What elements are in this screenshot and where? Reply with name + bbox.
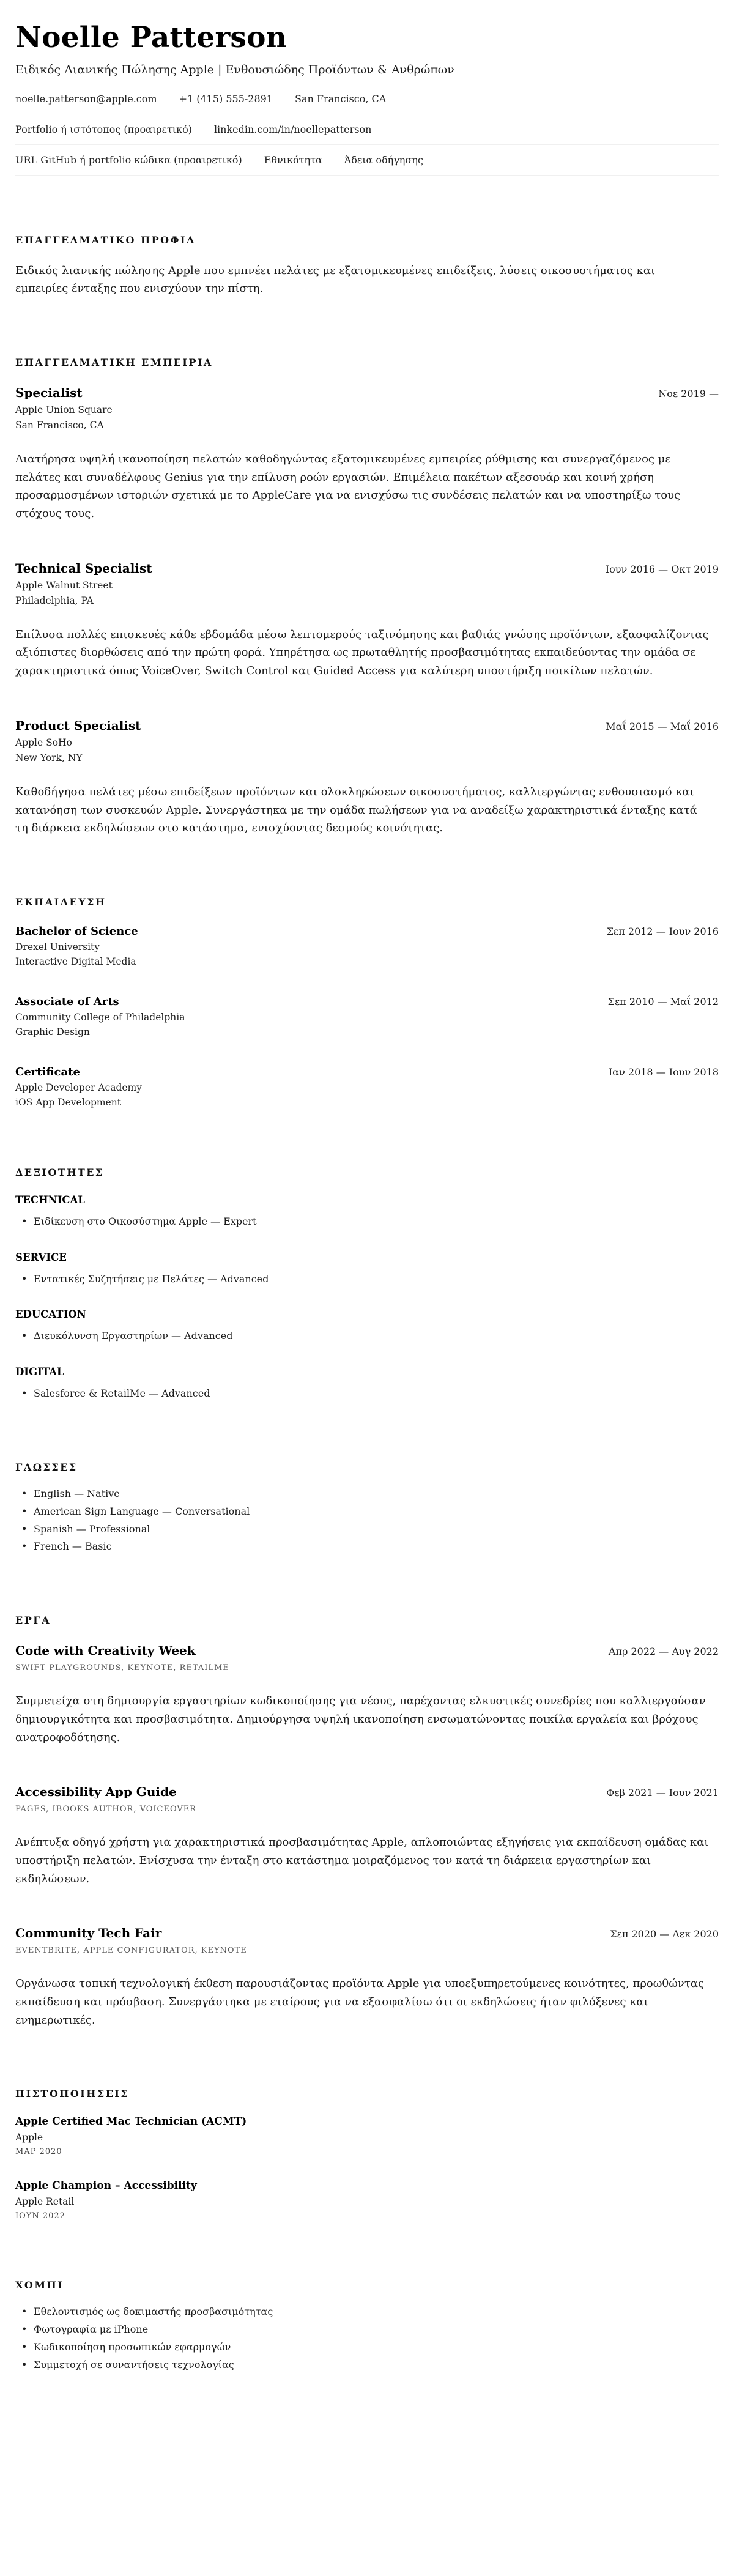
skill-group-name: DIGITAL [15, 1366, 64, 1378]
hobby-list [15, 2303, 719, 2374]
job-description: Καθοδήγησα πελάτες μέσω επιδείξεων προϊόντων και ολοκληρώσεων οικοσυστήματος, καλλιεργώντας ενθουσιασμό και κατανόηση των συσκευών Apple. Συνεργάστηκα με την ομάδα πωλήσεων για να αναδείξω χαρακτηριστικά ένταξης κατά τη διάρκεια εκδηλώσεων στο κατάστημα, ενισχύοντας δεσμούς κοινότητας. [15, 785, 697, 835]
job-company: Apple Union Square [15, 404, 113, 415]
degree-title: Associate of Arts [15, 995, 119, 1008]
language-item: • Spanish — Professional [15, 1521, 719, 1539]
education-dates: Ιαν 2018 — Ιουν 2018 [608, 1066, 719, 1078]
language-list [15, 1485, 719, 1556]
skill-group [15, 1366, 719, 1403]
project-dates: Σεπ 2020 — Δεκ 2020 [610, 1928, 719, 1940]
email-text: noelle.patterson@apple.com [15, 92, 157, 105]
skill-item: • Ειδίκευση στο Οικοσύστημα Apple — Expert [15, 1213, 719, 1231]
project-title: Code with Creativity Week [15, 1643, 196, 1658]
section-certifications [15, 2088, 719, 2221]
job-dates: Νοε 2019 — [658, 388, 719, 399]
linkedin-text: linkedin.com/in/noellepatterson [213, 123, 372, 135]
portfolio-placeholder-text: Portfolio ή ιστότοπος (προαιρετικό) [15, 123, 192, 135]
job-location: New York, NY [15, 752, 83, 763]
skill-list [15, 1213, 719, 1231]
education-entry-head [15, 995, 719, 1008]
phone-text: +1 (415) 555-2891 [179, 92, 273, 105]
skill-group-name: EDUCATION [15, 1308, 86, 1321]
education-entry [15, 1066, 719, 1108]
language-item: • French — Basic [15, 1538, 719, 1556]
project-entry [15, 1926, 719, 2029]
job-location: Philadelphia, PA [15, 595, 94, 606]
skill-list [15, 1271, 719, 1288]
profile-summary-text: Ειδικός λιανικής πώλησης Apple που εμπνέει πελάτες με εξατομικευμένες επιδείξεις, λύσεις οικοσυστήματος και εμπειρίες ένταξης που ενισχύουν την πίστη. [15, 264, 656, 295]
section-title-certifications: ΠΙΣΤΟΠΟΙΗΣΕΙΣ [15, 2088, 130, 2100]
contact-row-2 [15, 114, 719, 145]
section-languages [15, 1461, 719, 1556]
section-title-skills: ΔΕΞΙΟΤΗΤΕΣ [15, 1166, 104, 1178]
education-entry [15, 925, 719, 967]
experience-entry-head [15, 718, 719, 733]
section-profile [15, 234, 719, 298]
candidate-name: Noelle Patterson [15, 21, 287, 54]
section-skills [15, 1167, 719, 1403]
certification-issuer: Apple [15, 2132, 43, 2144]
job-description: Διατήρησα υψηλή ικανοποίηση πελατών καθοδηγώντας εξατομικευμένες εμπειρίες ρύθμισης και συνεργαζόμενος με πελάτες και συναδέλφους Genius για την επίλυση ροών εργασιών. Επιμέλεια πακέτων αξεσουάρ και κοινή χρήση προσαρμοσμένων ιστοριών σχετικά με το AppleCare για να ενισχύσω τις συνδέσεις πελατών και να υποστηρίξω τους στόχους τους. [15, 453, 681, 521]
section-projects [15, 1614, 719, 2029]
job-title: Product Specialist [15, 718, 141, 733]
job-location: San Francisco, CA [15, 420, 104, 431]
contact-row-3 [15, 145, 719, 176]
section-title-education: ΕΚΠΑΙΔΕΥΣΗ [15, 896, 106, 908]
location-text: San Francisco, CA [295, 92, 387, 105]
language-item: • English — Native [15, 1485, 719, 1503]
school-name: Apple Developer Academy [15, 1082, 143, 1093]
contact-block [15, 84, 719, 176]
job-title: Specialist [15, 385, 83, 400]
nationality-placeholder-text: Εθνικότητα [264, 154, 322, 166]
job-company: Apple Walnut Street [15, 579, 113, 591]
certification-date: ΜΑΡ 2020 [15, 2147, 62, 2157]
certification-date: ΙΟΥΝ 2022 [15, 2211, 65, 2221]
resume-header [15, 22, 719, 176]
section-title-hobbies: ΧΟΜΠΙ [15, 2279, 64, 2292]
certification-issuer: Apple Retail [15, 2196, 75, 2208]
education-dates: Σεπ 2012 — Ιουν 2016 [606, 925, 719, 937]
degree-title: Certificate [15, 1065, 80, 1078]
section-title-profile: ΕΠΑΓΓΕΛΜΑΤΙΚΟ ΠΡΟΦΙΛ [15, 234, 196, 246]
skill-item: • Διευκόλυνση Εργαστηρίων — Advanced [15, 1327, 719, 1345]
skill-group-name: TECHNICAL [15, 1193, 85, 1206]
experience-entry [15, 718, 719, 837]
project-entry [15, 1643, 719, 1746]
section-hobbies [15, 2279, 719, 2374]
project-title: Community Tech Fair [15, 1926, 162, 1941]
experience-entry [15, 385, 719, 523]
education-entry-head [15, 925, 719, 938]
degree-title: Bachelor of Science [15, 924, 138, 938]
project-entry-head [15, 1784, 719, 1799]
skill-item: • Salesforce & RetailMe — Advanced [15, 1385, 719, 1403]
skill-group [15, 1308, 719, 1345]
language-item: • American Sign Language — Conversational [15, 1503, 719, 1521]
field-of-study: iOS App Development [15, 1096, 121, 1108]
certification-name: Apple Champion – Accessibility [15, 2180, 197, 2192]
github-placeholder-text: URL GitHub ή portfolio κώδικα (προαιρετικό) [15, 154, 242, 166]
project-description: Ανέπτυξα οδηγό χρήστη για χαρακτηριστικά προσβασιμότητας Apple, απλοποιώντας εξηγήσεις για εκπαίδευση ομάδας και υποστήριξη πελατών. Ενίσχυσα την ένταξη στο κατάστημα μοιραζόμενος τον κατά τη διάρκεια εργαστηρίων και εκδηλώσεων. [15, 1836, 709, 1885]
project-tools: EVENTBRITE, APPLE CONFIGURATOR, KEYNOTE [15, 1946, 247, 1956]
school-name: Community College of Philadelphia [15, 1011, 185, 1023]
hobby-item: • Κωδικοποίηση προσωπικών εφαρμογών [15, 2339, 719, 2356]
project-entry-head [15, 1926, 719, 1940]
school-name: Drexel University [15, 941, 100, 952]
hobby-item: • Εθελοντισμός ως δοκιμαστής προσβασιμότητας [15, 2303, 719, 2321]
education-dates: Σεπ 2010 — Μαΐ 2012 [607, 995, 719, 1008]
education-entry [15, 995, 719, 1037]
certification-entry [15, 2115, 719, 2156]
project-description: Οργάνωσα τοπική τεχνολογική έκθεση παρουσιάζοντας προϊόντα Apple για υποεξυπηρετούμενες κοινότητες, προωθώντας εκπαίδευση και πρόσβαση. Συνεργάστηκα με εταίρους για να εξασφαλίσω ότι οι εκδηλώσεις ήταν φιλόξενες και ενημερωτικές. [15, 1977, 705, 2027]
section-title-experience: ΕΠΑΓΓΕΛΜΑΤΙΚΗ ΕΜΠΕΙΡΙΑ [15, 357, 213, 368]
job-title: Technical Specialist [15, 560, 152, 576]
experience-entry [15, 561, 719, 680]
education-entry-head [15, 1066, 719, 1078]
candidate-tagline: Ειδικός Λιανικής Πώλησης Apple | Ενθουσιώδης Προϊόντων & Ανθρώπων [15, 62, 454, 76]
job-company: Apple SoHo [15, 737, 72, 748]
section-title-projects: ΕΡΓΑ [15, 1614, 51, 1627]
skill-group [15, 1194, 719, 1231]
certification-entry [15, 2180, 719, 2221]
project-entry [15, 1784, 719, 1888]
project-description: Συμμετείχα στη δημιουργία εργαστηρίων κωδικοποίησης για νέους, παρέχοντας ελκυστικές συνεδρίες που καλλιεργούσαν δημιουργικότητα και προσβασιμότητα. Δημιούργησα υψηλή ικανοποίηση ενσωματώνοντας ποικίλα εργαλεία και βρόχους ανατροφοδότησης. [15, 1694, 706, 1744]
project-dates: Απρ 2022 — Αυγ 2022 [608, 1646, 719, 1658]
field-of-study: Graphic Design [15, 1026, 90, 1037]
contact-row-1 [15, 84, 719, 114]
project-tools: PAGES, IBOOKS AUTHOR, VOICEOVER [15, 1805, 197, 1814]
section-education [15, 896, 719, 1108]
project-tools: SWIFT PLAYGROUNDS, KEYNOTE, RETAILME [15, 1663, 229, 1673]
skill-item: • Εντατικές Συζητήσεις με Πελάτες — Advanced [15, 1271, 719, 1288]
driving-license-placeholder-text: Άδεια οδήγησης [344, 154, 423, 166]
project-entry-head [15, 1643, 719, 1658]
job-dates: Ιουν 2016 — Οκτ 2019 [605, 563, 719, 575]
skill-group [15, 1252, 719, 1288]
hobby-item: • Φωτογραφία με iPhone [15, 2321, 719, 2339]
experience-entry-head [15, 385, 719, 400]
section-experience [15, 357, 719, 837]
experience-entry-head [15, 561, 719, 576]
project-dates: Φεβ 2021 — Ιουν 2021 [606, 1787, 719, 1799]
project-title: Accessibility App Guide [15, 1784, 177, 1800]
certification-name: Apple Certified Mac Technician (ACMT) [15, 2115, 247, 2128]
job-dates: Μαΐ 2015 — Μαΐ 2016 [606, 720, 719, 732]
skill-list [15, 1385, 719, 1403]
field-of-study: Interactive Digital Media [15, 956, 136, 967]
skill-list [15, 1327, 719, 1345]
hobby-item: • Συμμετοχή σε συναντήσεις τεχνολογίας [15, 2356, 719, 2374]
job-description: Επίλυσα πολλές επισκευές κάθε εβδομάδα μέσω λεπτομερούς ταξινόμησης και βαθιάς γνώσης προϊόντων, εξασφαλίζοντας αξιόπιστες διορθώσεις από την πρώτη φορά. Υπηρέτησα ως πρωταθλητής προσβασιμότητας εκπαιδεύοντας την ομάδα σε χαρακτηριστικά όπως VoiceOver, Switch Control και Guided Access για καλύτερη υποστήριξη ποικίλων πελατών. [15, 628, 709, 678]
skill-group-name: SERVICE [15, 1251, 67, 1263]
section-title-languages: ΓΛΩΣΣΕΣ [15, 1461, 78, 1474]
